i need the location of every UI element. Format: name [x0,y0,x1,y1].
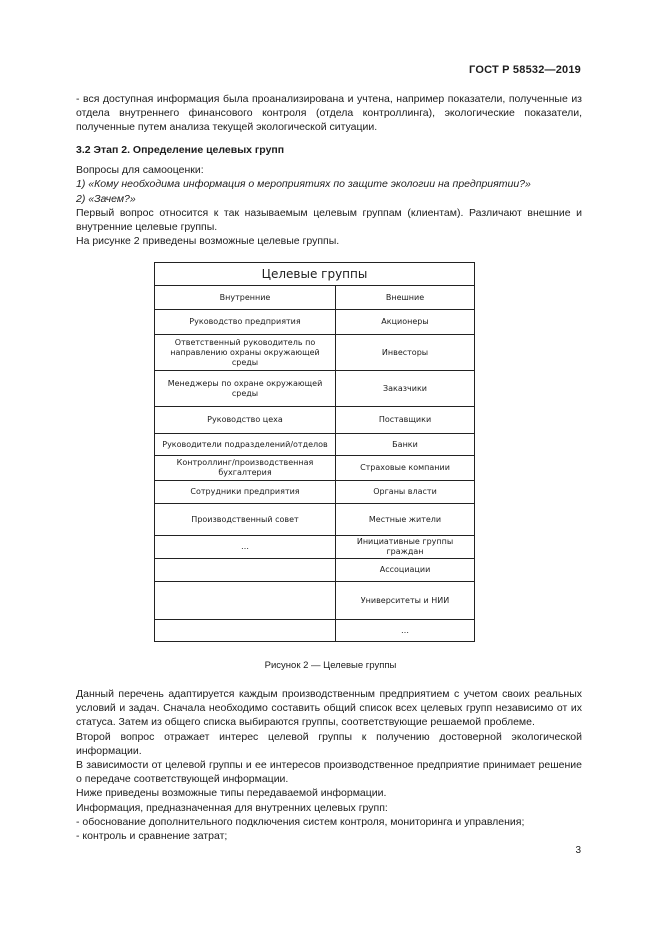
questions-intro: Вопросы для самооценки: [76,164,204,177]
table-cell-external: Акционеры [336,310,475,335]
table-cell-internal: Контроллинг/производственная бухгалтерия [155,456,336,481]
list-item: - контроль и сравнение затрат; [76,830,228,843]
table-cell-internal [155,559,336,582]
table-cell-internal: … [155,536,336,559]
table-cell-external: Местные жители [336,504,475,536]
table-cell-external: Инициативные группы граждан [336,536,475,559]
body-paragraph: Данный перечень адаптируется каждым производственным предприятием с учетом своих реальных условий и задач. Сначала необходимо составить общий список всех целевых групп независимо от их статуса. Затем из общего списка выбираются группы, соответствующие решаемой проблеме. [76,688,582,729]
table-cell-external: Университеты и НИИ [336,582,475,620]
column-header-external: Внешние [336,286,475,310]
body-paragraph: Ниже приведены возможные типы передаваемой информации. [76,787,387,800]
table-cell-external: Страховые компании [336,456,475,481]
column-header-internal: Внутренние [155,286,336,310]
table-cell-external: Инвесторы [336,335,475,371]
question-1: 1) «Кому необходима информация о мероприятиях по защите экологии на предприятии?» [76,178,531,191]
body-paragraph: Информация, предназначенная для внутренних целевых групп: [76,801,388,814]
figure-caption: Рисунок 2 — Целевые группы [264,660,397,671]
table-cell-internal: Ответственный руководитель по направлению охраны окружающей среды [155,335,336,371]
body-block [76,687,582,843]
figure-reference-paragraph: На рисунке 2 приведены возможные целевые группы. [76,235,340,248]
section-heading: 3.2 Этап 2. Определение целевых групп [76,144,285,156]
question-2: 2) «Зачем?» [76,192,136,205]
table-cell-internal [155,620,336,642]
table-cell-internal [155,582,336,620]
table-cell-external: … [336,620,475,642]
table-cell-external: Ассоциации [336,559,475,582]
page-number: 3 [575,845,581,856]
table-cell-internal: Руководители подразделений/отделов [155,434,336,456]
table-cell-internal: Менеджеры по охране окружающей среды [155,371,336,407]
table-cell-internal: Руководство цеха [155,407,336,434]
intro-block [76,92,582,135]
intro-paragraph: - вся доступная информация была проанализирована и учтена, например показатели, полученные из отдела внутреннего финансового контроля (отдела контроллинга), экологические показатели, полученные путем анализа текущей экологической ситуации. [76,93,582,134]
table-cell-external: Банки [336,434,475,456]
standard-header: ГОСТ Р 58532—2019 [469,64,581,76]
table-cell-external: Поставщики [336,407,475,434]
first-question-paragraph: Первый вопрос относится к так называемым целевым группам (клиентам). Различают внешние и внутренние целевые группы. [76,206,582,234]
list-item: - обоснование дополнительного подключения систем контроля, мониторинга и управления; [76,815,525,828]
table-title: Целевые группы [155,263,475,286]
section-block [76,143,582,248]
table-cell-internal: Сотрудники предприятия [155,481,336,504]
body-paragraph: Второй вопрос отражает интерес целевой группы к получению достоверной экологической информации. [76,730,582,757]
table-cell-internal: Производственный совет [155,504,336,536]
table-cell-internal: Руководство предприятия [155,310,336,335]
target-groups-table [154,262,475,642]
body-paragraph: В зависимости от целевой группы и ее интересов производственное предприятие принимает решение о передаче соответствующей информации. [76,759,582,786]
table-cell-external: Органы власти [336,481,475,504]
table-cell-external: Заказчики [336,371,475,407]
